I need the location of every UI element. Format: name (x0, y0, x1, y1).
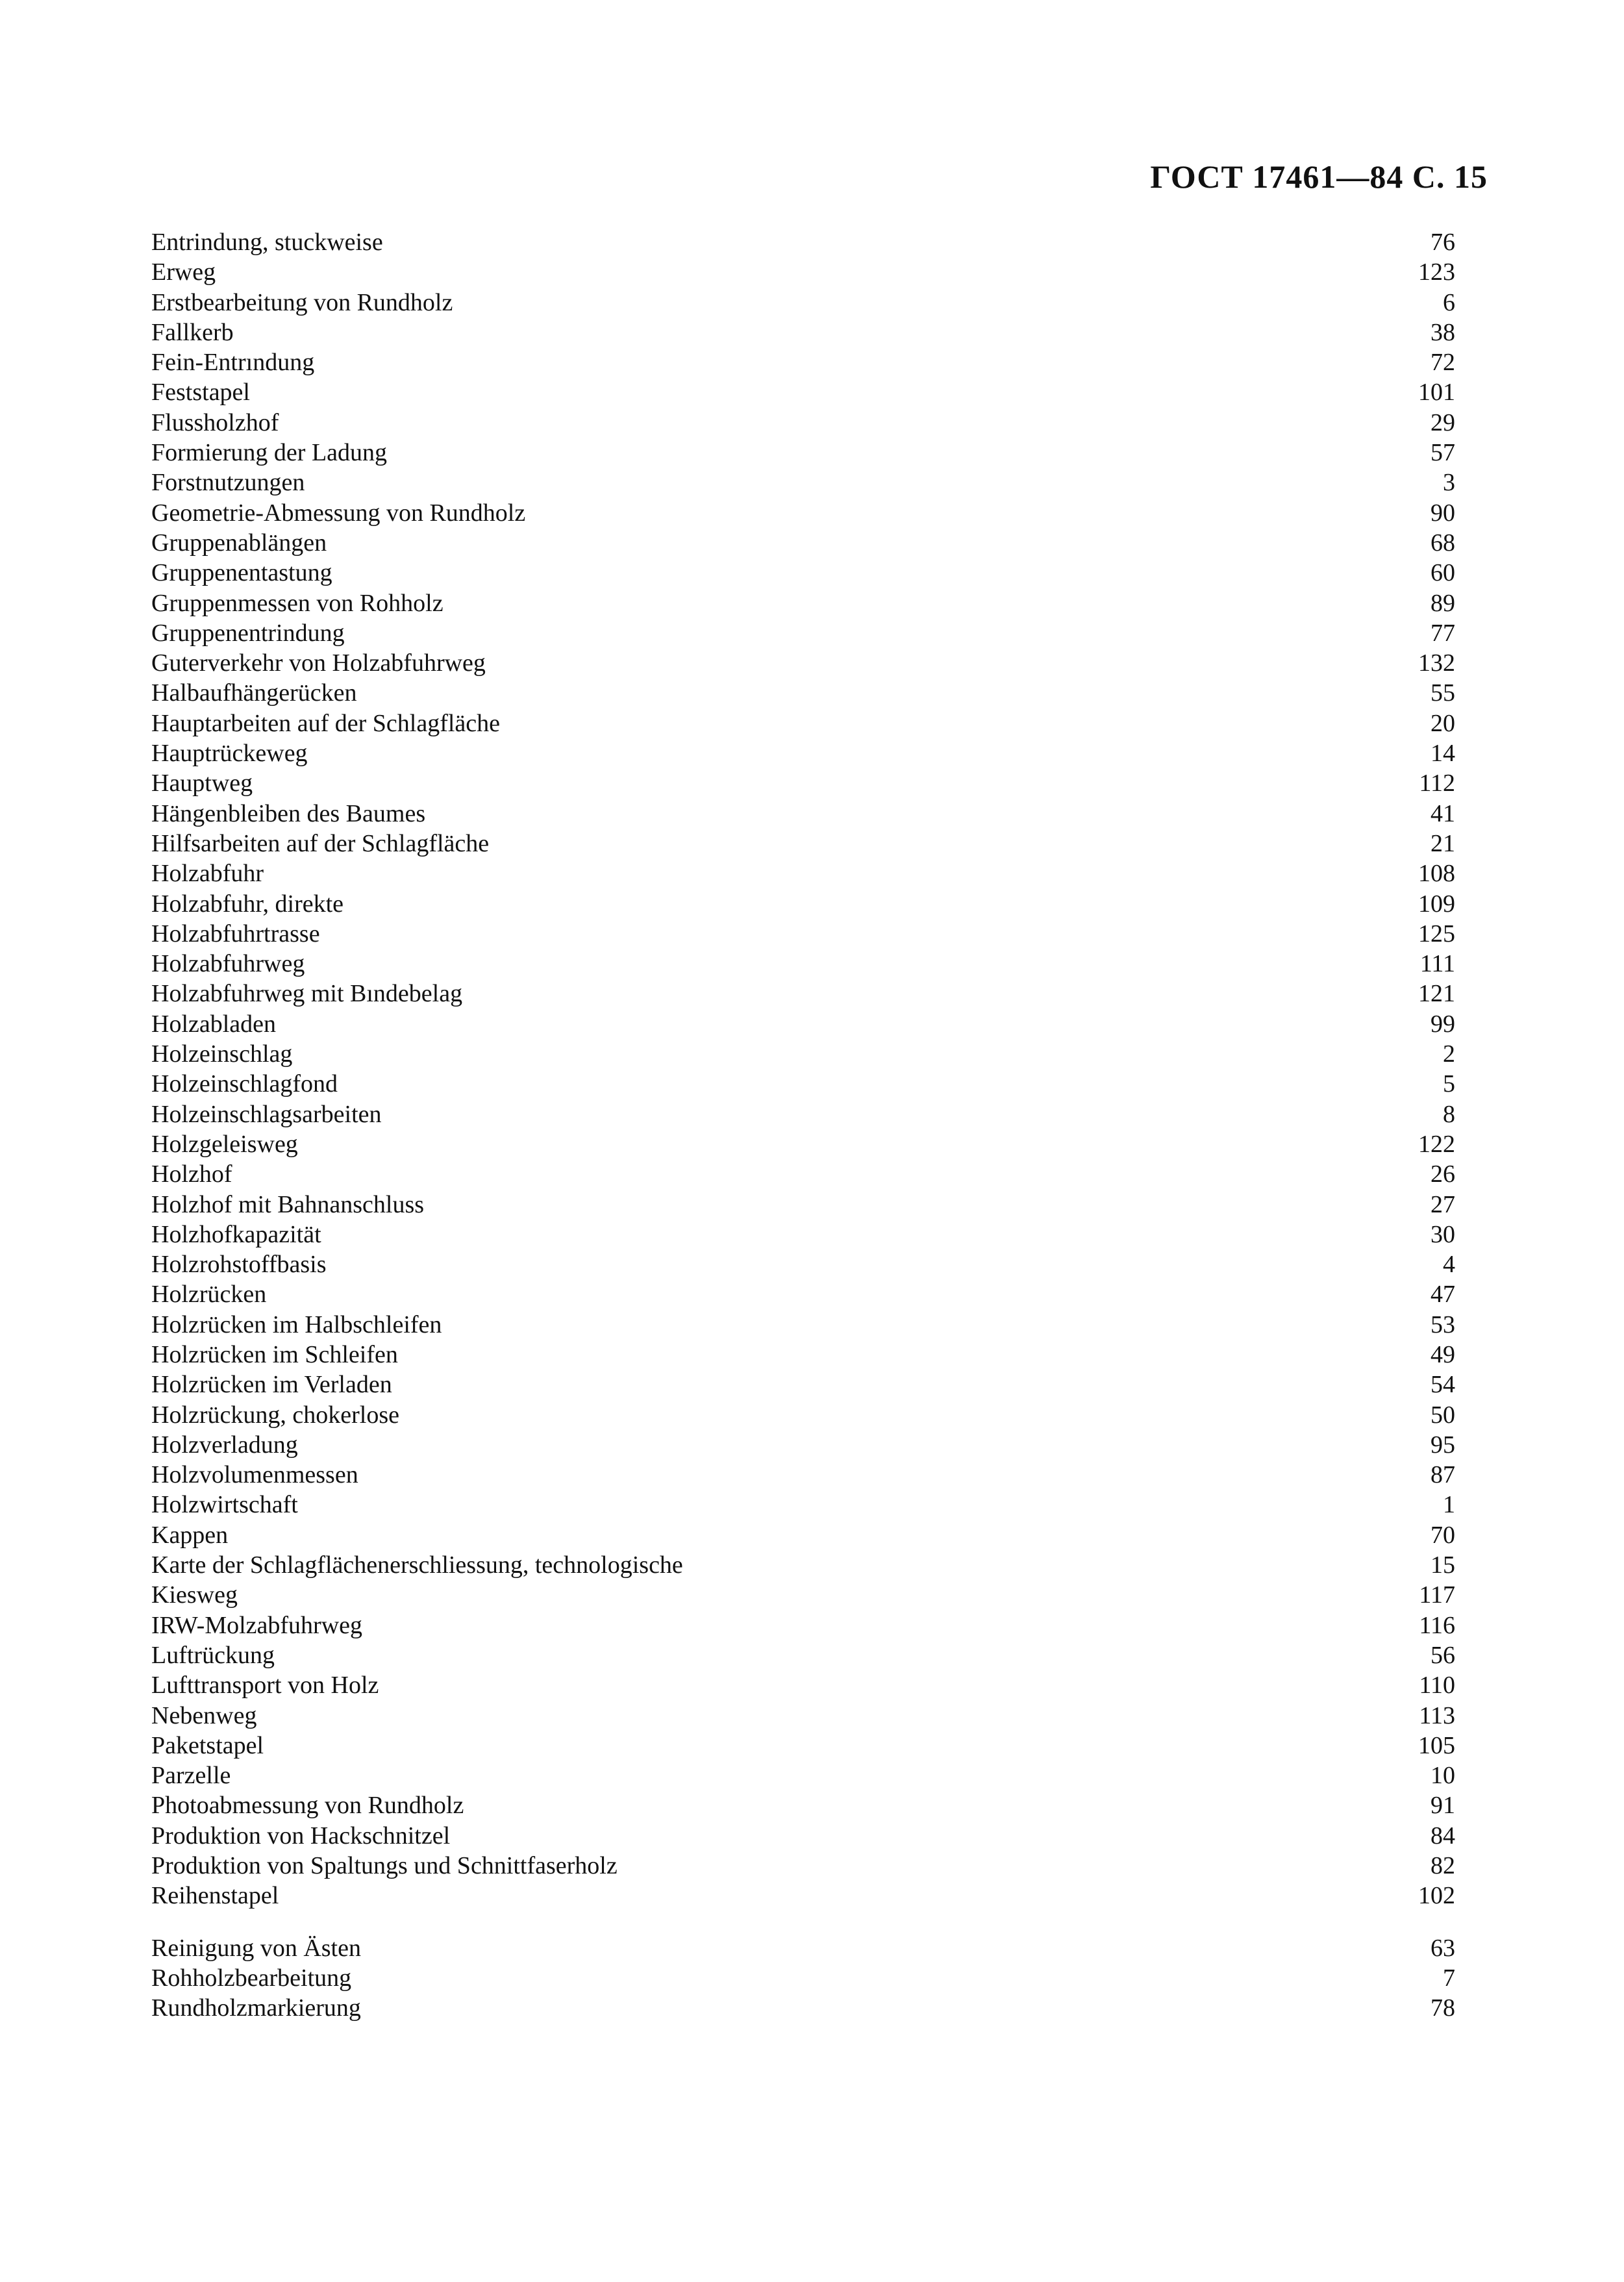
index-entry (151, 678, 1455, 708)
index-number: 125 (1418, 920, 1455, 947)
index-term: Paketstapel (151, 1731, 264, 1759)
index-entry (151, 1159, 1455, 1189)
index-number: 5 (1443, 1070, 1455, 1098)
index-entry (151, 1963, 1455, 1993)
index-number: 87 (1430, 1461, 1455, 1489)
index-entry (151, 468, 1455, 497)
index-entry (151, 1881, 1455, 1911)
index-number: 110 (1419, 1672, 1455, 1699)
index-entry (151, 738, 1455, 768)
index-number: 84 (1430, 1822, 1455, 1849)
index-entry (151, 1009, 1455, 1039)
index-entry (151, 1670, 1455, 1700)
index-term: Entrindung, stuckweise (151, 229, 383, 256)
index-number: 76 (1430, 229, 1455, 256)
index-entry (151, 1933, 1455, 1963)
index-term: Kappen (151, 1521, 229, 1549)
index-number: 72 (1430, 349, 1455, 377)
index-number: 68 (1430, 529, 1455, 557)
index-term: Parzelle (151, 1762, 231, 1790)
index-number: 50 (1430, 1401, 1455, 1429)
index-term: Holzeinschlag (151, 1040, 293, 1068)
index-number: 21 (1430, 829, 1455, 857)
index-number: 26 (1430, 1160, 1455, 1188)
index-term: Holzhof (151, 1160, 232, 1188)
index-entry (151, 1190, 1455, 1220)
index-term: Holzabladen (151, 1010, 277, 1038)
index-term: Holzeinschlagsarbeiten (151, 1100, 382, 1128)
index-term: Guterverkehr von Holzabfuhrweg (151, 649, 486, 677)
index-number: 3 (1443, 469, 1455, 497)
index-number: 116 (1419, 1611, 1455, 1639)
index-number: 91 (1430, 1792, 1455, 1820)
index-term: Gruppenentastung (151, 559, 332, 587)
index-entry (151, 1731, 1455, 1761)
index-entry (151, 859, 1455, 888)
index-number: 20 (1430, 709, 1455, 737)
index-term: Luftrückung (151, 1641, 275, 1669)
index-entry (151, 408, 1455, 438)
index-entry (151, 1279, 1455, 1309)
index-entry (151, 588, 1455, 618)
index-entry (151, 768, 1455, 798)
index-entry (151, 227, 1455, 257)
index-term: Kiesweg (151, 1581, 238, 1609)
index-entry (151, 949, 1455, 979)
index-entry (151, 1993, 1455, 2023)
index-term: IRW-Molzabfuhrweg (151, 1611, 363, 1639)
index-term: Hilfsarbeiten auf der Schlagfläche (151, 829, 490, 857)
index-entry (151, 1761, 1455, 1790)
index-number: 56 (1430, 1641, 1455, 1669)
index-term: Holzrücken im Verladen (151, 1371, 392, 1399)
index-term: Holzhofkapazität (151, 1220, 321, 1248)
index-term: Holzvolumenmessen (151, 1461, 358, 1489)
index-entry (151, 919, 1455, 949)
index-term: Holzgeleisweg (151, 1130, 298, 1158)
index-number: 121 (1418, 980, 1455, 1008)
index-number: 14 (1430, 740, 1455, 768)
index-term: Produktion von Spaltungs und Schnittfaserholz (151, 1852, 618, 1880)
index-entry (151, 1821, 1455, 1851)
index-entry (151, 1490, 1455, 1520)
index-term: Holzabfuhrweg mit Bındebelag (151, 980, 463, 1008)
index-term: Flussholzhof (151, 408, 279, 436)
index-entry (151, 1310, 1455, 1340)
index-term: Photoabmessung von Rundholz (151, 1792, 464, 1820)
index-entry (151, 1249, 1455, 1279)
index-entry (151, 1790, 1455, 1820)
index-entry (151, 377, 1455, 407)
index-term: Reihenstapel (151, 1882, 279, 1910)
index-number: 29 (1430, 408, 1455, 436)
index-term: Holzhof mit Bahnanschluss (151, 1190, 425, 1218)
index-number: 132 (1418, 649, 1455, 677)
index-number: 7 (1443, 1964, 1455, 1992)
index-number: 27 (1430, 1190, 1455, 1218)
index-entry (151, 1400, 1455, 1430)
index-term: Hauptweg (151, 770, 253, 797)
page-header: ГОСТ 17461—84 С. 15 (1150, 158, 1488, 195)
index-term: Holzrücken im Schleifen (151, 1340, 398, 1368)
index-number: 122 (1418, 1130, 1455, 1158)
index-term: Hauptrückeweg (151, 740, 308, 768)
index-term: Holzabfuhr, direkte (151, 890, 344, 918)
index-term: Holzverladung (151, 1431, 298, 1459)
index-number: 102 (1418, 1882, 1455, 1910)
index-entry (151, 1550, 1455, 1580)
index-entry (151, 1851, 1455, 1881)
index-term: Holzeinschlagfond (151, 1070, 338, 1098)
index-number: 105 (1418, 1731, 1455, 1759)
index-number: 60 (1430, 559, 1455, 587)
index-number: 2 (1443, 1040, 1455, 1068)
index-entry (151, 799, 1455, 829)
index-term: Reinigung von Ästen (151, 1934, 361, 1962)
index-term: Formierung der Ladung (151, 439, 388, 467)
index-number: 99 (1430, 1010, 1455, 1038)
index-entry (151, 528, 1455, 558)
index-entry (151, 1701, 1455, 1731)
index-number: 78 (1430, 1994, 1455, 2022)
index-number: 53 (1430, 1310, 1455, 1338)
index-term: Rundholzmarkierung (151, 1994, 361, 2022)
index-term: Holzwirtschaft (151, 1491, 298, 1519)
index-entry (151, 1520, 1455, 1550)
index-number: 113 (1419, 1701, 1455, 1729)
index-number: 90 (1430, 499, 1455, 527)
index-term: Gruppenablängen (151, 529, 327, 557)
index-entry (151, 618, 1455, 648)
index-number: 77 (1430, 619, 1455, 647)
index-entry (151, 257, 1455, 287)
index-term: Rohholzbearbeitung (151, 1964, 352, 1992)
index-term: Holzrücken im Halbschleifen (151, 1310, 442, 1338)
index-term: Karte der Schlagflächenerschliessung, technologische (151, 1551, 683, 1579)
index-term: Fallkerb (151, 318, 234, 346)
index-term: Hauptarbeiten auf der Schlagfläche (151, 709, 501, 737)
index-entry (151, 347, 1455, 377)
index-entry (151, 1039, 1455, 1069)
index-number: 70 (1430, 1521, 1455, 1549)
index-entry (151, 889, 1455, 919)
index-number: 117 (1419, 1581, 1455, 1609)
index-entry (151, 1220, 1455, 1249)
index-entry (151, 979, 1455, 1009)
index-number: 108 (1418, 860, 1455, 888)
index-number: 49 (1430, 1340, 1455, 1368)
index-number: 123 (1418, 258, 1455, 286)
index-entry (151, 1370, 1455, 1399)
index-number: 30 (1430, 1220, 1455, 1248)
index-entry (151, 708, 1455, 738)
index-number: 41 (1430, 799, 1455, 827)
index-entry (151, 1640, 1455, 1670)
index-number: 101 (1418, 379, 1455, 407)
index-entry (151, 1129, 1455, 1159)
index-term: Erstbearbeitung von Rundholz (151, 288, 453, 316)
index-list (151, 227, 1455, 2024)
index-term: Holzrücken (151, 1281, 267, 1309)
index-number: 1 (1443, 1491, 1455, 1519)
index-number: 54 (1430, 1371, 1455, 1399)
index-number: 89 (1430, 589, 1455, 617)
index-number: 8 (1443, 1100, 1455, 1128)
index-entry (151, 1340, 1455, 1370)
index-entry (151, 438, 1455, 468)
index-term: Hängenbleiben des Baumes (151, 799, 426, 827)
index-number: 47 (1430, 1281, 1455, 1309)
index-term: Holzrohstoffbasis (151, 1251, 327, 1279)
index-term: Holzabfuhrweg (151, 950, 305, 978)
index-entry (151, 648, 1455, 678)
index-term: Gruppenmessen von Rohholz (151, 589, 443, 617)
index-entry (151, 1430, 1455, 1460)
index-entry (151, 318, 1455, 347)
index-term: Geometrie-Abmessung von Rundholz (151, 499, 526, 527)
index-entry (151, 1580, 1455, 1610)
index-entry (151, 1460, 1455, 1490)
index-entry (151, 829, 1455, 859)
index-term: Forstnutzungen (151, 469, 305, 497)
index-term: Fein-Entrındung (151, 349, 315, 377)
index-number: 15 (1430, 1551, 1455, 1579)
index-number: 55 (1430, 679, 1455, 707)
index-term: Holzabfuhr (151, 860, 264, 888)
index-term: Nebenweg (151, 1701, 257, 1729)
index-number: 109 (1418, 890, 1455, 918)
index-number: 6 (1443, 288, 1455, 316)
index-number: 111 (1419, 950, 1455, 978)
index-entry (151, 1099, 1455, 1129)
index-entry (151, 498, 1455, 528)
index-term: Erweg (151, 258, 216, 286)
index-number: 82 (1430, 1852, 1455, 1880)
index-term: Halbaufhängerücken (151, 679, 357, 707)
index-number: 57 (1430, 439, 1455, 467)
index-term: Holzabfuhrtrasse (151, 920, 320, 947)
index-number: 10 (1430, 1762, 1455, 1790)
index-number: 63 (1430, 1934, 1455, 1962)
index-entry (151, 288, 1455, 318)
index-term: Gruppenentrindung (151, 619, 345, 647)
index-entry (151, 1611, 1455, 1640)
index-entry (151, 1069, 1455, 1099)
index-number: 95 (1430, 1431, 1455, 1459)
index-term: Produktion von Hackschnitzel (151, 1822, 451, 1849)
index-term: Lufttransport von Holz (151, 1672, 379, 1699)
index-number: 4 (1443, 1251, 1455, 1279)
index-number: 112 (1419, 770, 1455, 797)
index-entry (151, 558, 1455, 588)
index-number: 38 (1430, 318, 1455, 346)
index-term: Holzrückung, chokerlose (151, 1401, 399, 1429)
index-term: Feststapel (151, 379, 250, 407)
